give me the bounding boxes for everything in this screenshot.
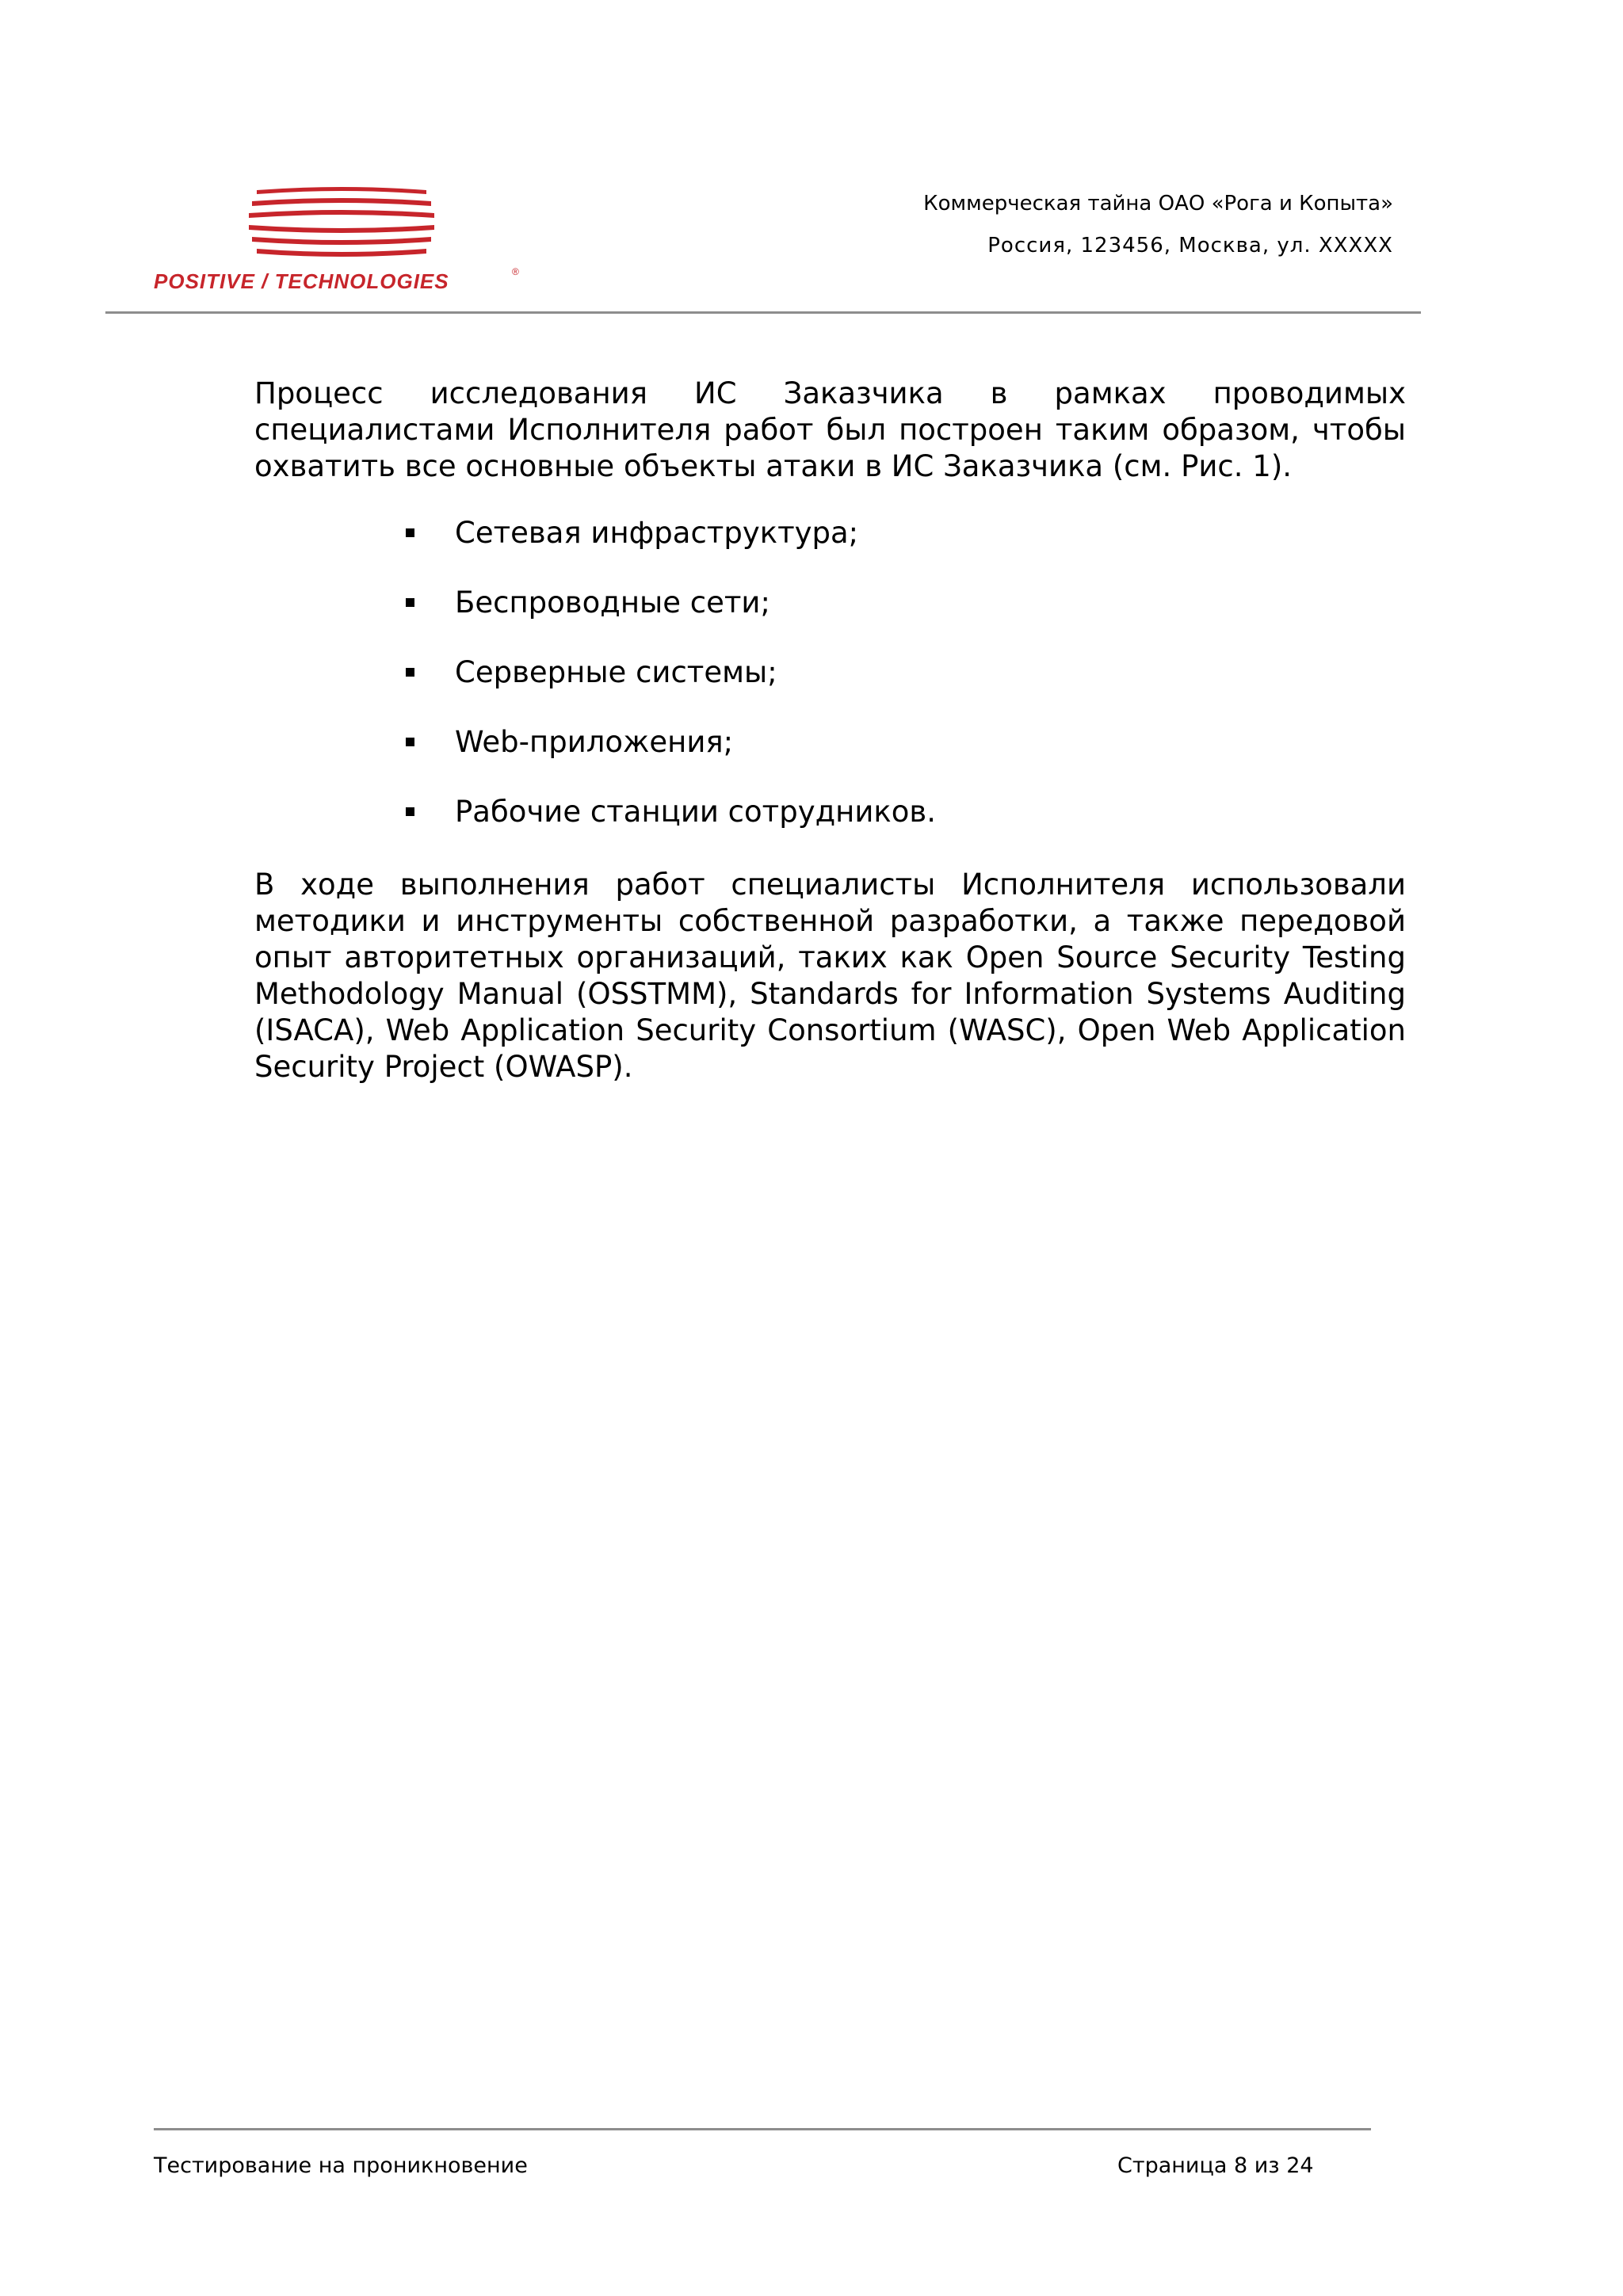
bullet-square-icon xyxy=(406,528,414,537)
list-item xyxy=(403,724,936,794)
list-item-label: Серверные системы; xyxy=(455,655,777,689)
header-confidential: Коммерческая тайна ОАО «Рога и Копыта» xyxy=(923,192,1393,215)
logo-wordmark: POSITIVE / TECHNOLOGIES xyxy=(154,269,449,293)
intro-paragraph xyxy=(254,376,1406,485)
list-item-label: Сетевая инфраструктура; xyxy=(455,516,859,550)
header-divider xyxy=(105,311,1421,314)
methods-text: В ходе выполнения работ специалисты Исполнителя использовали методики и инструменты собственной разработки, а также передовой опыт авторитетных организаций, таких как Open Source Security Testing Methodology Manual (OSSTMM), Standards for Information Systems Auditing (ISACA), Web Application Security Consortium (WASC), Open Web Application Security Project (OWASP). xyxy=(254,868,1406,1084)
list-item xyxy=(403,585,936,654)
list-item xyxy=(403,515,936,585)
bullet-square-icon xyxy=(406,807,414,816)
footer-title: Тестирование на проникновение xyxy=(154,2153,528,2178)
bullet-square-icon xyxy=(406,738,414,746)
list-item xyxy=(403,654,936,724)
attack-objects-list xyxy=(403,515,936,864)
company-logo xyxy=(154,187,526,299)
header-address: Россия, 123456, Москва, ул. XXXXX xyxy=(987,234,1393,257)
list-item xyxy=(403,794,936,864)
bullet-square-icon xyxy=(406,668,414,677)
footer-divider xyxy=(154,2128,1371,2130)
registered-mark: ® xyxy=(512,266,519,277)
methods-paragraph xyxy=(254,867,1406,1085)
list-item-label: Web-приложения; xyxy=(455,725,734,759)
logo-stripes-icon xyxy=(249,187,434,263)
footer-page-number: Страница 8 из 24 xyxy=(1117,2153,1314,2178)
list-item-label: Рабочие станции сотрудников. xyxy=(455,795,936,829)
list-item-label: Беспроводные сети; xyxy=(455,585,770,620)
intro-text: Процесс исследования ИС Заказчика в рамках проводимых специалистами Исполнителя работ был построен таким образом, чтобы охватить все основные объекты атаки в ИС Заказчика (см. Рис. 1). xyxy=(254,376,1406,483)
bullet-square-icon xyxy=(406,598,414,607)
